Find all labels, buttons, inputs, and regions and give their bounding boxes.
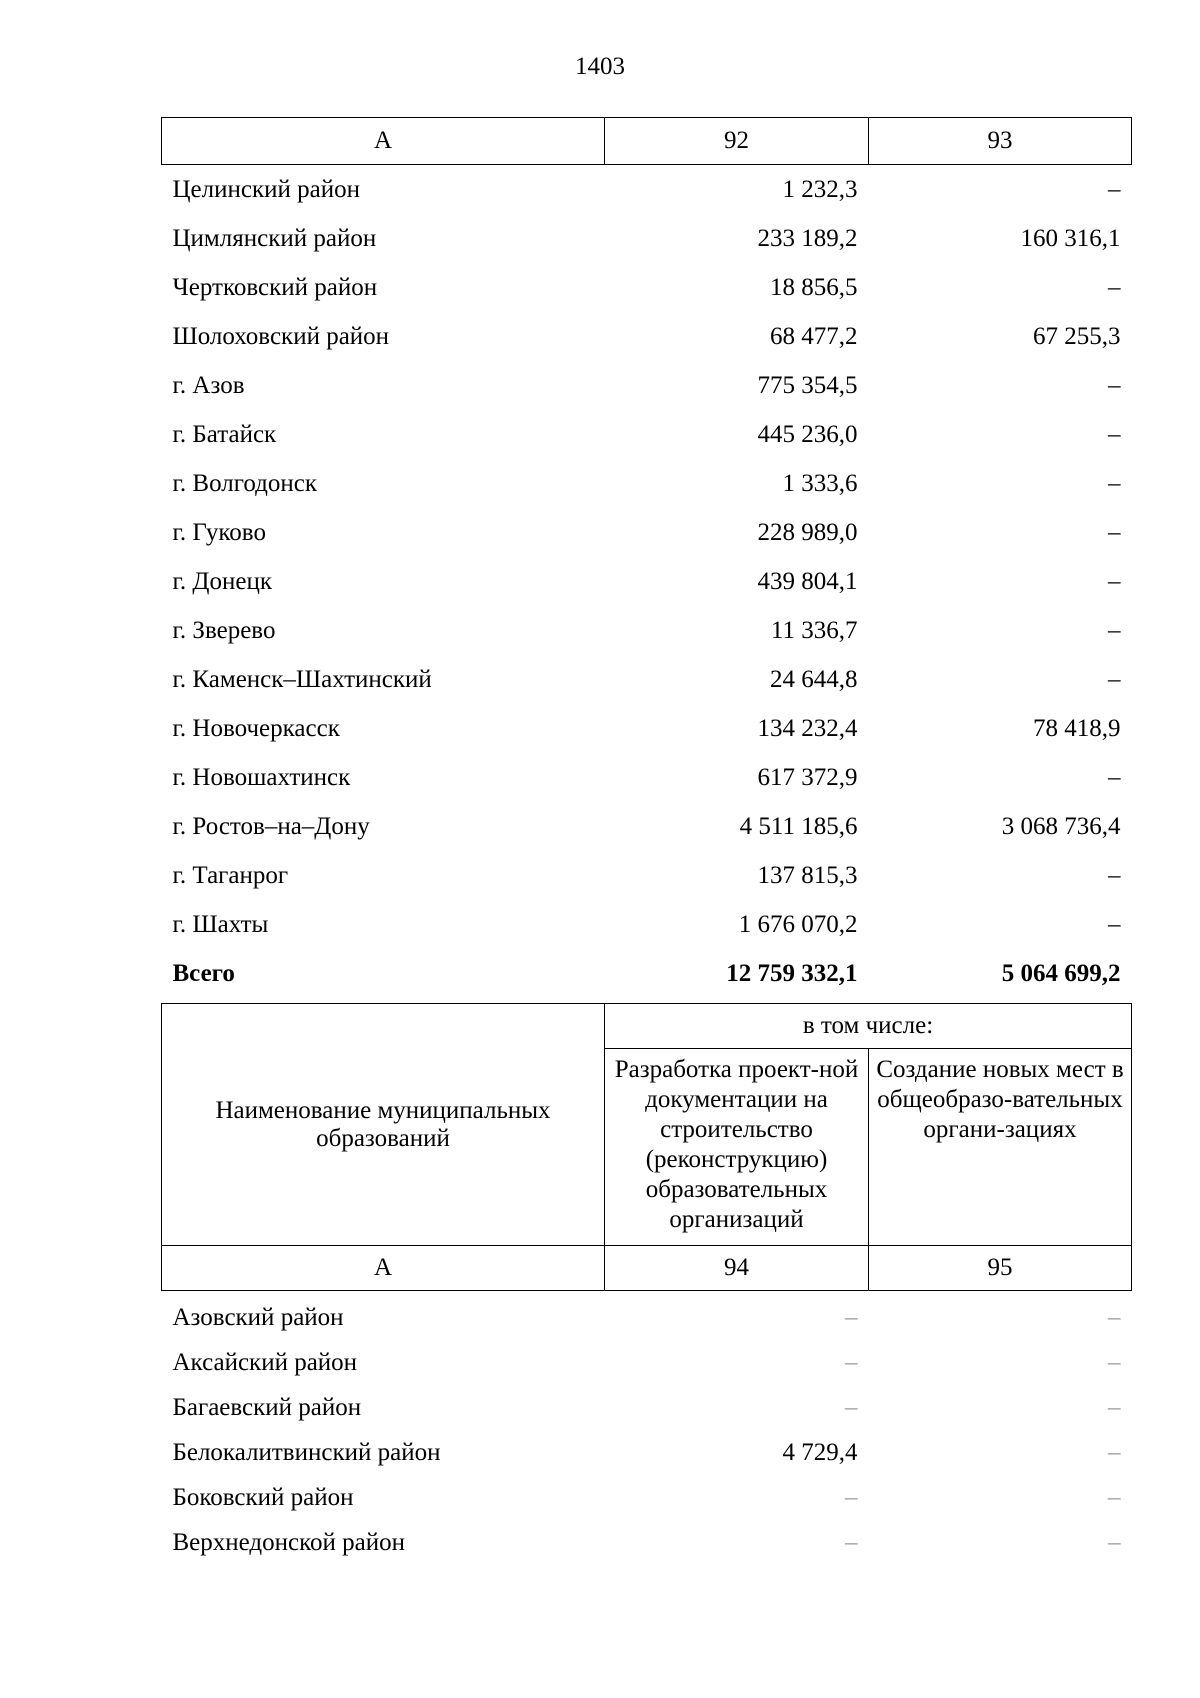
- value-col-2: 3 068 736,4: [1001, 813, 1121, 840]
- table-row: [162, 410, 1132, 459]
- index-col-94: 94: [605, 1246, 869, 1291]
- total-label: Всего: [172, 960, 235, 987]
- municipality-name: Чертковский район: [172, 274, 378, 301]
- index-col-a: А: [162, 1246, 605, 1291]
- header-municipality-name: Наименование муниципальных образований: [162, 1004, 605, 1246]
- municipality-name: г. Волгодонск: [172, 470, 318, 497]
- total-col-93: 5 064 699,2: [1001, 960, 1121, 987]
- table-row: [162, 1520, 1132, 1565]
- value-col-1: 68 477,2: [770, 323, 858, 350]
- municipality-name: Аксайский район: [172, 1349, 358, 1376]
- municipality-name: г. Донецк: [172, 568, 272, 595]
- table-header-row: [162, 1004, 1132, 1049]
- municipality-name: г. Гуково: [172, 519, 266, 546]
- value-col-2: –: [1108, 568, 1121, 595]
- header-design-documentation: Разработка проект-ной документации на строительство (реконструкцию) образовательных организаций: [605, 1049, 869, 1246]
- table-row: [162, 851, 1132, 900]
- total-col-92: 12 759 332,1: [726, 960, 858, 987]
- table-row: [162, 557, 1132, 606]
- value-col-1: 233 189,2: [757, 225, 858, 252]
- municipality-name: г. Таганрог: [172, 862, 289, 889]
- municipality-name: г. Азов: [172, 372, 245, 399]
- value-col-1: 1 232,3: [782, 176, 858, 203]
- value-col-1: 18 856,5: [770, 274, 858, 301]
- table-header-row: [162, 118, 1132, 165]
- table-row: [162, 606, 1132, 655]
- value-col-1: 137 815,3: [757, 862, 858, 889]
- table-row: [162, 214, 1132, 263]
- municipality-name: Багаевский район: [172, 1394, 362, 1421]
- value-col-1: 439 804,1: [757, 568, 858, 595]
- table-row: [162, 361, 1132, 410]
- municipality-name: Шолоховский район: [172, 323, 390, 350]
- municipality-name: г. Зверево: [172, 617, 276, 644]
- value-col-1: 134 232,4: [757, 715, 858, 742]
- value-col-2: –: [1108, 372, 1121, 399]
- municipality-name: г. Ростов–на–Дону: [172, 813, 370, 840]
- value-col-1: –: [845, 1349, 858, 1376]
- municipality-name: г. Новошахтинск: [172, 764, 351, 791]
- municipality-name: Боковский район: [172, 1484, 354, 1511]
- value-col-2: –: [1108, 911, 1121, 938]
- table-row: [162, 1291, 1132, 1341]
- header-col-92: 92: [605, 118, 869, 165]
- municipality-name: г. Шахты: [172, 911, 269, 938]
- value-col-2: 78 418,9: [1033, 715, 1121, 742]
- table-row: [162, 508, 1132, 557]
- index-col-95: 95: [869, 1246, 1132, 1291]
- table-row: [162, 753, 1132, 802]
- value-col-2: –: [1108, 1529, 1121, 1556]
- value-col-1: 4 729,4: [782, 1439, 858, 1466]
- value-col-1: 4 511 185,6: [739, 813, 858, 840]
- table-row: [162, 1475, 1132, 1520]
- value-col-1: 1 333,6: [782, 470, 858, 497]
- value-col-1: 775 354,5: [757, 372, 858, 399]
- header-col-93: 93: [869, 118, 1132, 165]
- value-col-1: 11 336,7: [770, 617, 858, 644]
- value-col-1: 228 989,0: [757, 519, 858, 546]
- value-col-2: –: [1108, 421, 1121, 448]
- table-row: [162, 704, 1132, 753]
- table-row: [162, 655, 1132, 704]
- value-col-2: –: [1108, 1349, 1121, 1376]
- value-col-2: –: [1108, 617, 1121, 644]
- table-row: [162, 459, 1132, 508]
- municipality-name: Целинский район: [172, 176, 360, 203]
- value-col-2: –: [1108, 862, 1121, 889]
- value-col-1: 445 236,0: [757, 421, 858, 448]
- value-col-1: 24 644,8: [770, 666, 858, 693]
- value-col-2: 67 255,3: [1033, 323, 1121, 350]
- table-row: [162, 1385, 1132, 1430]
- value-col-2: –: [1108, 1484, 1121, 1511]
- table-row: [162, 165, 1132, 215]
- value-col-1: –: [845, 1484, 858, 1511]
- allocation-table-cols-92-93: [161, 117, 1132, 998]
- value-col-2: –: [1108, 1394, 1121, 1421]
- municipality-name: Белокалитвинский район: [172, 1439, 441, 1466]
- allocation-table-cols-94-95: [161, 1003, 1132, 1565]
- value-col-2: –: [1108, 764, 1121, 791]
- value-col-2: –: [1108, 1304, 1121, 1331]
- value-col-2: –: [1108, 176, 1121, 203]
- municipality-name: г. Новочеркасск: [172, 715, 340, 742]
- table-row: [162, 802, 1132, 851]
- value-col-2: –: [1108, 470, 1121, 497]
- value-col-1: –: [845, 1394, 858, 1421]
- header-col-a: А: [162, 118, 605, 165]
- value-col-1: 617 372,9: [757, 764, 858, 791]
- municipality-name: г. Батайск: [172, 421, 277, 448]
- municipality-name: Верхнедонской район: [172, 1529, 405, 1556]
- value-col-2: –: [1108, 519, 1121, 546]
- page-number: 1403: [575, 53, 625, 80]
- table-row: [162, 1340, 1132, 1385]
- value-col-1: 1 676 070,2: [738, 911, 858, 938]
- value-col-1: –: [845, 1529, 858, 1556]
- municipality-name: Цимлянский район: [172, 225, 377, 252]
- table-row: [162, 1430, 1132, 1475]
- table-index-row: [162, 1246, 1132, 1291]
- value-col-2: 160 316,1: [1020, 225, 1121, 252]
- value-col-2: –: [1108, 666, 1121, 693]
- table-row: [162, 900, 1132, 949]
- header-new-school-places: Создание новых мест в общеобразо-вательных органи-зациях: [869, 1049, 1132, 1246]
- header-including: в том числе:: [605, 1004, 1132, 1049]
- municipality-name: г. Каменск–Шахтинский: [172, 666, 432, 693]
- value-col-2: –: [1108, 1439, 1121, 1466]
- total-row: [162, 949, 1132, 998]
- table-row: [162, 312, 1132, 361]
- value-col-1: –: [845, 1304, 858, 1331]
- table-row: [162, 263, 1132, 312]
- municipality-name: Азовский район: [172, 1304, 344, 1331]
- value-col-2: –: [1108, 274, 1121, 301]
